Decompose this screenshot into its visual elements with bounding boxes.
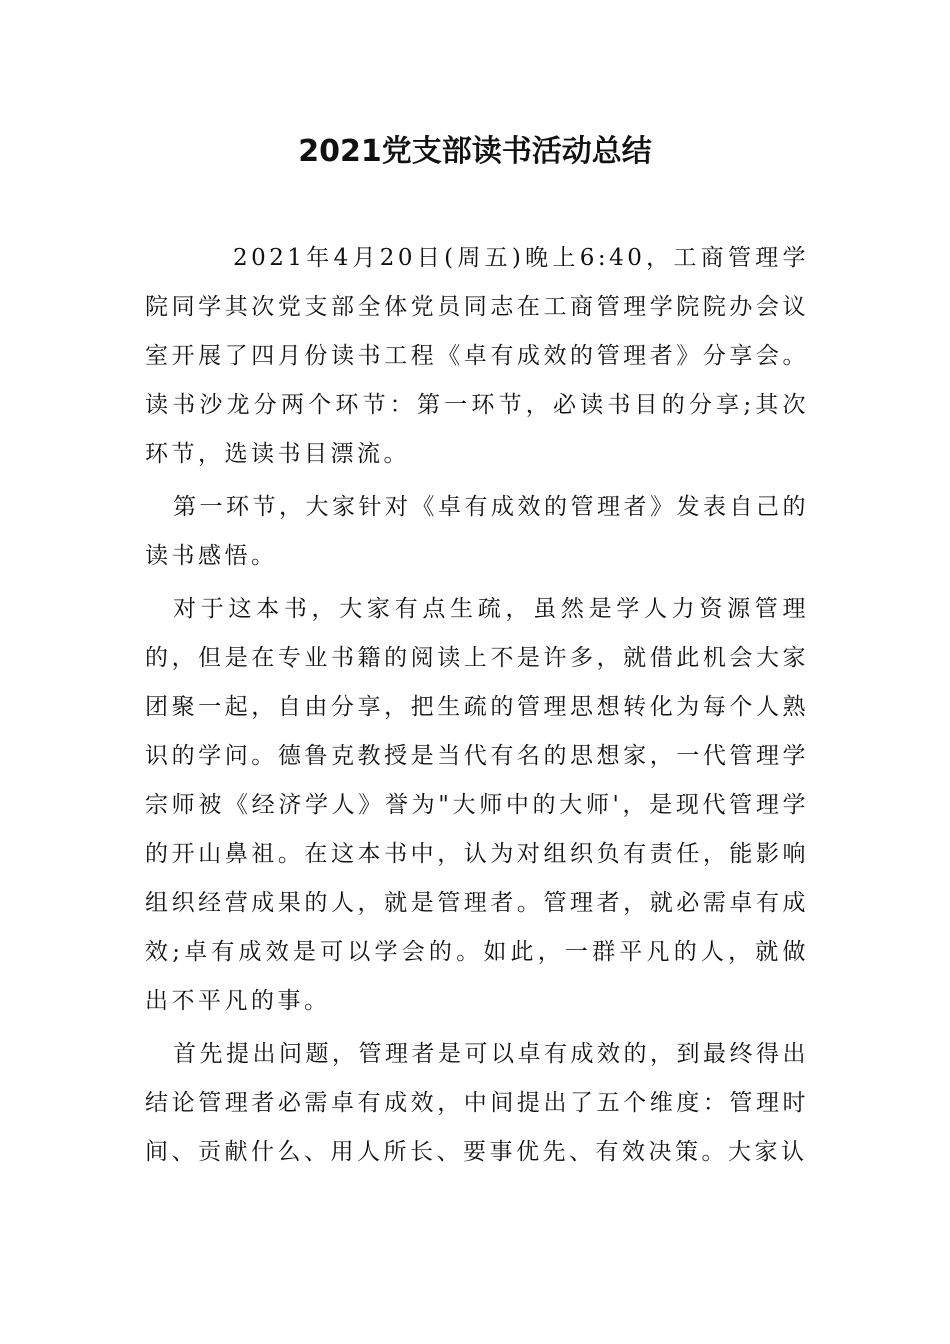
document-body	[145, 234, 809, 1181]
paragraph-first-section: 第一环节，大家针对《卓有成效的管理者》发表自己的读书感悟。	[145, 494, 809, 569]
paragraph-book-discussion: 对于这本书，大家有点生疏，虽然是学人力资源管理的，但是在专业书籍的阅读上不是许多，就借此机会大家团聚一起，自由分享，把生疏的管理思想转化为每个人熟识的学问。德鲁克教授是当代有名的思想家，一代管理学宗师被《经济学人》誉为"大师中的大师'，是现代管理学的开山鼻祖。在这本书中，认为对组织负有责任，能影响组织经营成果的人，就是管理者。管理者，就必需卓有成效;卓有成效是可以学会的。如此，一群平凡的人，就做出不平凡的事。	[145, 596, 809, 1014]
paragraph-five-dimensions: 首先提出问题，管理者是可以卓有成效的，到最终得出结论管理者必需卓有成效，中间提出了五个维度：管理时间、贡献什么、用人所长、要事优先、有效决策。大家认	[145, 1041, 809, 1165]
paragraph-intro: 2021年4月20日(周五)晚上6:40，工商管理学院同学其次党支部全体党员同志在工商管理学院院办会议室开展了四月份读书工程《卓有成效的管理者》分享会。读书沙龙分两个环节：第一环节，必读书目的分享;其次环节，选读书目漂流。	[145, 245, 809, 467]
document-title: 2021党支部读书活动总结	[298, 134, 652, 169]
